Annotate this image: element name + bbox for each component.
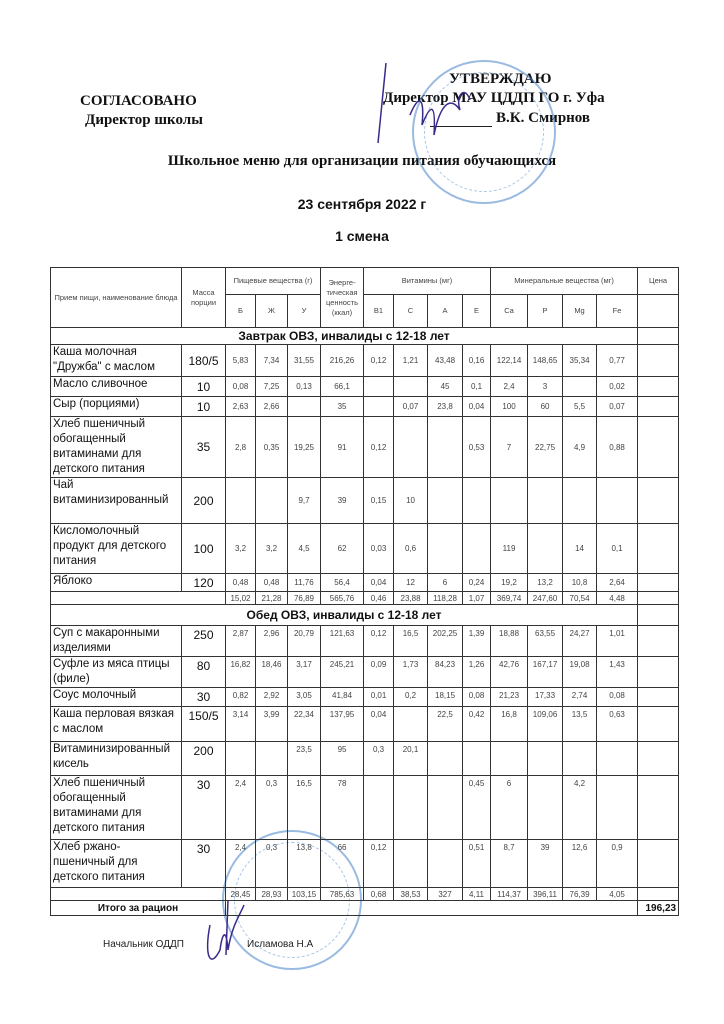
value-cell: 109,06 bbox=[528, 707, 563, 742]
price-cell bbox=[638, 605, 679, 626]
header-a: A bbox=[428, 295, 463, 328]
total-cell: 21,28 bbox=[256, 592, 288, 605]
total-cell: 70,54 bbox=[563, 592, 597, 605]
total-cell: 0,46 bbox=[364, 592, 394, 605]
value-cell: 0,45 bbox=[463, 776, 491, 840]
value-cell: 17,33 bbox=[528, 688, 563, 707]
dish-name: Сыр (порциями) bbox=[51, 397, 182, 417]
value-cell: 2,96 bbox=[256, 626, 288, 657]
value-cell bbox=[528, 742, 563, 776]
price-cell bbox=[638, 742, 679, 776]
value-cell: 12 bbox=[394, 574, 428, 592]
value-cell: 3,14 bbox=[226, 707, 256, 742]
value-cell: 2,64 bbox=[597, 574, 638, 592]
dish-mass: 100 bbox=[182, 524, 226, 574]
dish-mass: 10 bbox=[182, 377, 226, 397]
value-cell: 216,26 bbox=[321, 345, 364, 377]
price-cell bbox=[638, 345, 679, 377]
value-cell: 0,9 bbox=[597, 840, 638, 888]
section-title-lunch: Обед ОВЗ, инвалиды с 12-18 лет bbox=[51, 605, 638, 626]
value-cell: 31,55 bbox=[288, 345, 321, 377]
value-cell bbox=[256, 478, 288, 524]
value-cell bbox=[226, 478, 256, 524]
header-ca: Ca bbox=[491, 295, 528, 328]
value-cell: 16,5 bbox=[288, 776, 321, 840]
header-nutrients: Пищевые вещества (г) bbox=[226, 268, 321, 295]
value-cell: 3,17 bbox=[288, 657, 321, 688]
value-cell: 7 bbox=[491, 417, 528, 478]
value-cell bbox=[226, 742, 256, 776]
total-cell: 114,37 bbox=[491, 888, 528, 901]
value-cell: 0,12 bbox=[364, 345, 394, 377]
document-title: Школьное меню для организации питания обучающихся bbox=[167, 153, 557, 169]
value-cell bbox=[597, 776, 638, 840]
value-cell: 0,08 bbox=[597, 688, 638, 707]
value-cell: 23,5 bbox=[288, 742, 321, 776]
value-cell bbox=[491, 478, 528, 524]
value-cell: 0,04 bbox=[463, 397, 491, 417]
value-cell bbox=[528, 478, 563, 524]
value-cell: 56,4 bbox=[321, 574, 364, 592]
value-cell: 0,16 bbox=[463, 345, 491, 377]
value-cell: 18,15 bbox=[428, 688, 463, 707]
total-cell: 785,63 bbox=[321, 888, 364, 901]
dish-name: Суп с макаронными изделиями bbox=[51, 626, 182, 657]
value-cell: 7,34 bbox=[256, 345, 288, 377]
value-cell: 5,83 bbox=[226, 345, 256, 377]
value-cell bbox=[597, 478, 638, 524]
breakfast-section bbox=[51, 328, 679, 605]
table-row bbox=[51, 397, 679, 417]
value-cell: 3,2 bbox=[256, 524, 288, 574]
value-cell: 78 bbox=[321, 776, 364, 840]
value-cell: 18,88 bbox=[491, 626, 528, 657]
dish-name: Хлеб пшеничный обогащенный витаминами для детского питания bbox=[51, 417, 182, 478]
value-cell: 1,21 bbox=[394, 345, 428, 377]
value-cell: 2,87 bbox=[226, 626, 256, 657]
value-cell: 0,3 bbox=[256, 776, 288, 840]
value-cell: 66,1 bbox=[321, 377, 364, 397]
header-mg: Mg bbox=[563, 295, 597, 328]
value-cell: 0,07 bbox=[597, 397, 638, 417]
value-cell: 66 bbox=[321, 840, 364, 888]
price-cell bbox=[638, 776, 679, 840]
table-row bbox=[51, 626, 679, 657]
value-cell: 2,8 bbox=[226, 417, 256, 478]
price-cell bbox=[638, 524, 679, 574]
value-cell: 0,48 bbox=[256, 574, 288, 592]
value-cell: 9,7 bbox=[288, 478, 321, 524]
header-minerals: Минеральные вещества (мг) bbox=[491, 268, 638, 295]
header-price: Цена bbox=[638, 268, 679, 295]
value-cell: 0,08 bbox=[463, 688, 491, 707]
value-cell: 0,15 bbox=[364, 478, 394, 524]
value-cell: 100 bbox=[491, 397, 528, 417]
value-cell bbox=[364, 397, 394, 417]
value-cell: 6 bbox=[491, 776, 528, 840]
total-cell: 4,11 bbox=[463, 888, 491, 901]
header-e: E bbox=[463, 295, 491, 328]
value-cell: 8,7 bbox=[491, 840, 528, 888]
document-shift: 1 смена bbox=[335, 228, 389, 244]
value-cell bbox=[428, 840, 463, 888]
value-cell bbox=[288, 397, 321, 417]
header-vitamins: Витамины (мг) bbox=[364, 268, 491, 295]
value-cell: 4,9 bbox=[563, 417, 597, 478]
dish-name: Хлеб пшеничный обогащенный витаминами для детского питания bbox=[51, 776, 182, 840]
value-cell bbox=[463, 478, 491, 524]
table-row bbox=[51, 742, 679, 776]
value-cell: 0,08 bbox=[226, 377, 256, 397]
value-cell: 10,8 bbox=[563, 574, 597, 592]
value-cell bbox=[364, 776, 394, 840]
table-row bbox=[51, 776, 679, 840]
totals-row bbox=[51, 888, 679, 901]
value-cell: 63,55 bbox=[528, 626, 563, 657]
value-cell: 1,39 bbox=[463, 626, 491, 657]
total-cell: 4,48 bbox=[597, 592, 638, 605]
value-cell: 202,25 bbox=[428, 626, 463, 657]
approve-role: Директор МАУ ЦДДП ГО г. Уфа bbox=[383, 90, 605, 106]
total-cell: 0,68 bbox=[364, 888, 394, 901]
signature-icon bbox=[370, 55, 490, 150]
agree-title: СОГЛАСОВАНО bbox=[80, 93, 197, 109]
value-cell: 4,2 bbox=[563, 776, 597, 840]
value-cell: 1,26 bbox=[463, 657, 491, 688]
value-cell: 12,6 bbox=[563, 840, 597, 888]
price-cell bbox=[638, 707, 679, 742]
value-cell: 0,07 bbox=[394, 397, 428, 417]
value-cell bbox=[394, 776, 428, 840]
value-cell: 24,27 bbox=[563, 626, 597, 657]
value-cell: 1,01 bbox=[597, 626, 638, 657]
price-cell bbox=[638, 657, 679, 688]
dish-mass: 250 bbox=[182, 626, 226, 657]
value-cell: 39 bbox=[528, 840, 563, 888]
total-cell: 38,53 bbox=[394, 888, 428, 901]
table-row bbox=[51, 688, 679, 707]
dish-name: Яблоко bbox=[51, 574, 182, 592]
value-cell: 20,79 bbox=[288, 626, 321, 657]
value-cell: 91 bbox=[321, 417, 364, 478]
total-cell: 23,88 bbox=[394, 592, 428, 605]
footer-name: Исламова Н.А bbox=[247, 939, 314, 950]
value-cell: 2,63 bbox=[226, 397, 256, 417]
dish-name: Соус молочный bbox=[51, 688, 182, 707]
value-cell: 45 bbox=[428, 377, 463, 397]
value-cell: 0,51 bbox=[463, 840, 491, 888]
total-cell: 28,93 bbox=[256, 888, 288, 901]
value-cell: 0,04 bbox=[364, 707, 394, 742]
table-row bbox=[51, 657, 679, 688]
table-row bbox=[51, 524, 679, 574]
total-cell: 118,28 bbox=[428, 592, 463, 605]
value-cell: 41,84 bbox=[321, 688, 364, 707]
section-row bbox=[51, 328, 679, 345]
dish-mass: 10 bbox=[182, 397, 226, 417]
header-u: У bbox=[288, 295, 321, 328]
value-cell: 22,75 bbox=[528, 417, 563, 478]
value-cell: 19,08 bbox=[563, 657, 597, 688]
dish-mass: 200 bbox=[182, 478, 226, 524]
value-cell bbox=[563, 742, 597, 776]
value-cell: 10 bbox=[394, 478, 428, 524]
document-date: 23 сентября 2022 г bbox=[297, 196, 427, 212]
value-cell: 13,2 bbox=[528, 574, 563, 592]
menu-table bbox=[50, 267, 679, 916]
header-dish: Прием пищи, наименование блюда bbox=[51, 268, 182, 328]
value-cell: 18,46 bbox=[256, 657, 288, 688]
total-cell: 28,45 bbox=[226, 888, 256, 901]
dish-name: Хлеб ржано-пшеничный для детского питания bbox=[51, 840, 182, 888]
price-cell bbox=[638, 397, 679, 417]
value-cell bbox=[563, 478, 597, 524]
value-cell: 22,34 bbox=[288, 707, 321, 742]
value-cell: 0,12 bbox=[364, 840, 394, 888]
value-cell: 0,24 bbox=[463, 574, 491, 592]
value-cell: 5,5 bbox=[563, 397, 597, 417]
approve-name: В.К. Смирнов bbox=[496, 110, 591, 126]
price-cell bbox=[638, 377, 679, 397]
value-cell: 0,35 bbox=[256, 417, 288, 478]
table-row bbox=[51, 417, 679, 478]
value-cell bbox=[428, 417, 463, 478]
value-cell bbox=[394, 417, 428, 478]
value-cell: 0,12 bbox=[364, 417, 394, 478]
value-cell: 0,77 bbox=[597, 345, 638, 377]
value-cell: 148,65 bbox=[528, 345, 563, 377]
value-cell: 0,2 bbox=[394, 688, 428, 707]
value-cell: 0,63 bbox=[597, 707, 638, 742]
price-cell bbox=[638, 328, 679, 345]
value-cell: 245,21 bbox=[321, 657, 364, 688]
total-cell: 565,76 bbox=[321, 592, 364, 605]
table-row bbox=[51, 345, 679, 377]
dish-name: Витаминизированный кисель bbox=[51, 742, 182, 776]
value-cell: 0,3 bbox=[256, 840, 288, 888]
value-cell: 0,12 bbox=[364, 626, 394, 657]
value-cell bbox=[528, 524, 563, 574]
value-cell: 0,3 bbox=[364, 742, 394, 776]
header-price-empty bbox=[638, 295, 679, 328]
dish-mass: 150/5 bbox=[182, 707, 226, 742]
value-cell: 23,8 bbox=[428, 397, 463, 417]
price-cell bbox=[638, 574, 679, 592]
value-cell bbox=[394, 840, 428, 888]
value-cell bbox=[563, 377, 597, 397]
value-cell: 0,04 bbox=[364, 574, 394, 592]
total-cell: 247,60 bbox=[528, 592, 563, 605]
value-cell: 2,74 bbox=[563, 688, 597, 707]
price-cell bbox=[638, 478, 679, 524]
total-cell: 4,05 bbox=[597, 888, 638, 901]
value-cell: 14 bbox=[563, 524, 597, 574]
value-cell: 11,76 bbox=[288, 574, 321, 592]
table-row bbox=[51, 707, 679, 742]
value-cell bbox=[528, 776, 563, 840]
price-cell bbox=[638, 626, 679, 657]
value-cell: 167,17 bbox=[528, 657, 563, 688]
grand-total-price: 196,23 bbox=[638, 901, 679, 916]
value-cell: 4,5 bbox=[288, 524, 321, 574]
price-cell bbox=[638, 840, 679, 888]
value-cell: 39 bbox=[321, 478, 364, 524]
value-cell: 0,03 bbox=[364, 524, 394, 574]
value-cell: 21,23 bbox=[491, 688, 528, 707]
dish-name: Каша молочная "Дружба" с маслом bbox=[51, 345, 182, 377]
header-mass: Масса порции bbox=[182, 268, 226, 328]
agree-role: Директор школы bbox=[85, 112, 203, 128]
total-cell bbox=[638, 888, 679, 901]
dish-mass: 200 bbox=[182, 742, 226, 776]
value-cell: 0,13 bbox=[288, 377, 321, 397]
lunch-section bbox=[51, 605, 679, 901]
dish-mass: 30 bbox=[182, 688, 226, 707]
value-cell: 2,92 bbox=[256, 688, 288, 707]
value-cell: 122,14 bbox=[491, 345, 528, 377]
table-row bbox=[51, 840, 679, 888]
value-cell: 6 bbox=[428, 574, 463, 592]
dish-name: Каша перловая вязкая с маслом bbox=[51, 707, 182, 742]
value-cell: 60 bbox=[528, 397, 563, 417]
dish-name: Кисломолочный продукт для детского питания bbox=[51, 524, 182, 574]
section-title-breakfast: Завтрак ОВЗ, инвалиды с 12-18 лет bbox=[51, 328, 638, 345]
value-cell: 0,88 bbox=[597, 417, 638, 478]
table-row bbox=[51, 377, 679, 397]
price-cell bbox=[638, 688, 679, 707]
value-cell: 0,01 bbox=[364, 688, 394, 707]
value-cell: 3 bbox=[528, 377, 563, 397]
footer-role: Начальник ОДДП bbox=[103, 939, 184, 950]
total-cell: 369,74 bbox=[491, 592, 528, 605]
value-cell: 62 bbox=[321, 524, 364, 574]
header-energy: Энерге-тическая ценность (ккал) bbox=[321, 268, 364, 328]
approve-title: УТВЕРЖДАЮ bbox=[449, 71, 552, 87]
value-cell bbox=[428, 478, 463, 524]
total-cell: 76,39 bbox=[563, 888, 597, 901]
header-b1: B1 bbox=[364, 295, 394, 328]
value-cell: 35 bbox=[321, 397, 364, 417]
dish-mass: 30 bbox=[182, 840, 226, 888]
value-cell: 0,1 bbox=[463, 377, 491, 397]
value-cell bbox=[491, 742, 528, 776]
price-cell bbox=[638, 417, 679, 478]
value-cell: 0,09 bbox=[364, 657, 394, 688]
grand-total-label: Итого за рацион bbox=[51, 901, 226, 916]
value-cell: 119 bbox=[491, 524, 528, 574]
header-p: P bbox=[528, 295, 563, 328]
value-cell: 2,4 bbox=[491, 377, 528, 397]
value-cell: 2,4 bbox=[226, 840, 256, 888]
value-cell: 0,1 bbox=[597, 524, 638, 574]
section-row bbox=[51, 605, 679, 626]
value-cell: 137,95 bbox=[321, 707, 364, 742]
totals-row bbox=[51, 592, 679, 605]
dish-name: Масло сливочное bbox=[51, 377, 182, 397]
header-b: Б bbox=[226, 295, 256, 328]
value-cell bbox=[394, 377, 428, 397]
value-cell bbox=[428, 776, 463, 840]
value-cell bbox=[428, 742, 463, 776]
value-cell: 16,82 bbox=[226, 657, 256, 688]
value-cell: 22,5 bbox=[428, 707, 463, 742]
value-cell bbox=[463, 524, 491, 574]
total-cell bbox=[638, 592, 679, 605]
value-cell: 0,82 bbox=[226, 688, 256, 707]
value-cell: 0,6 bbox=[394, 524, 428, 574]
value-cell: 7,25 bbox=[256, 377, 288, 397]
value-cell bbox=[463, 742, 491, 776]
value-cell: 0,53 bbox=[463, 417, 491, 478]
value-cell: 19,25 bbox=[288, 417, 321, 478]
value-cell: 121,63 bbox=[321, 626, 364, 657]
dish-name: Суфле из мяса птицы (филе) bbox=[51, 657, 182, 688]
dish-mass: 120 bbox=[182, 574, 226, 592]
table-row bbox=[51, 478, 679, 524]
value-cell: 16,8 bbox=[491, 707, 528, 742]
value-cell: 84,23 bbox=[428, 657, 463, 688]
value-cell: 43,48 bbox=[428, 345, 463, 377]
dish-name: Чай витаминизированный bbox=[51, 478, 182, 524]
total-cell: 103,15 bbox=[288, 888, 321, 901]
table-row bbox=[51, 574, 679, 592]
value-cell: 1,43 bbox=[597, 657, 638, 688]
value-cell bbox=[364, 377, 394, 397]
value-cell: 13,5 bbox=[563, 707, 597, 742]
value-cell: 35,34 bbox=[563, 345, 597, 377]
value-cell: 42,76 bbox=[491, 657, 528, 688]
value-cell bbox=[428, 524, 463, 574]
total-cell: 76,89 bbox=[288, 592, 321, 605]
value-cell: 1,73 bbox=[394, 657, 428, 688]
value-cell: 95 bbox=[321, 742, 364, 776]
total-cell: 396,11 bbox=[528, 888, 563, 901]
value-cell: 3,05 bbox=[288, 688, 321, 707]
header-fe: Fe bbox=[597, 295, 638, 328]
value-cell bbox=[394, 707, 428, 742]
grand-total-row bbox=[51, 901, 679, 916]
dish-mass: 30 bbox=[182, 776, 226, 840]
value-cell: 3,99 bbox=[256, 707, 288, 742]
value-cell: 3,2 bbox=[226, 524, 256, 574]
header-c: C bbox=[394, 295, 428, 328]
value-cell: 2,66 bbox=[256, 397, 288, 417]
value-cell bbox=[256, 742, 288, 776]
value-cell: 0,48 bbox=[226, 574, 256, 592]
dish-mass: 35 bbox=[182, 417, 226, 478]
total-cell: 327 bbox=[428, 888, 463, 901]
value-cell bbox=[597, 742, 638, 776]
dish-mass: 80 bbox=[182, 657, 226, 688]
value-cell: 13,8 bbox=[288, 840, 321, 888]
total-cell: 1,07 bbox=[463, 592, 491, 605]
total-cell: 15,02 bbox=[226, 592, 256, 605]
value-cell: 20,1 bbox=[394, 742, 428, 776]
value-cell: 0,42 bbox=[463, 707, 491, 742]
value-cell: 0,02 bbox=[597, 377, 638, 397]
value-cell: 16,5 bbox=[394, 626, 428, 657]
header-zh: Ж bbox=[256, 295, 288, 328]
value-cell: 2,4 bbox=[226, 776, 256, 840]
value-cell: 19,2 bbox=[491, 574, 528, 592]
dish-mass: 180/5 bbox=[182, 345, 226, 377]
